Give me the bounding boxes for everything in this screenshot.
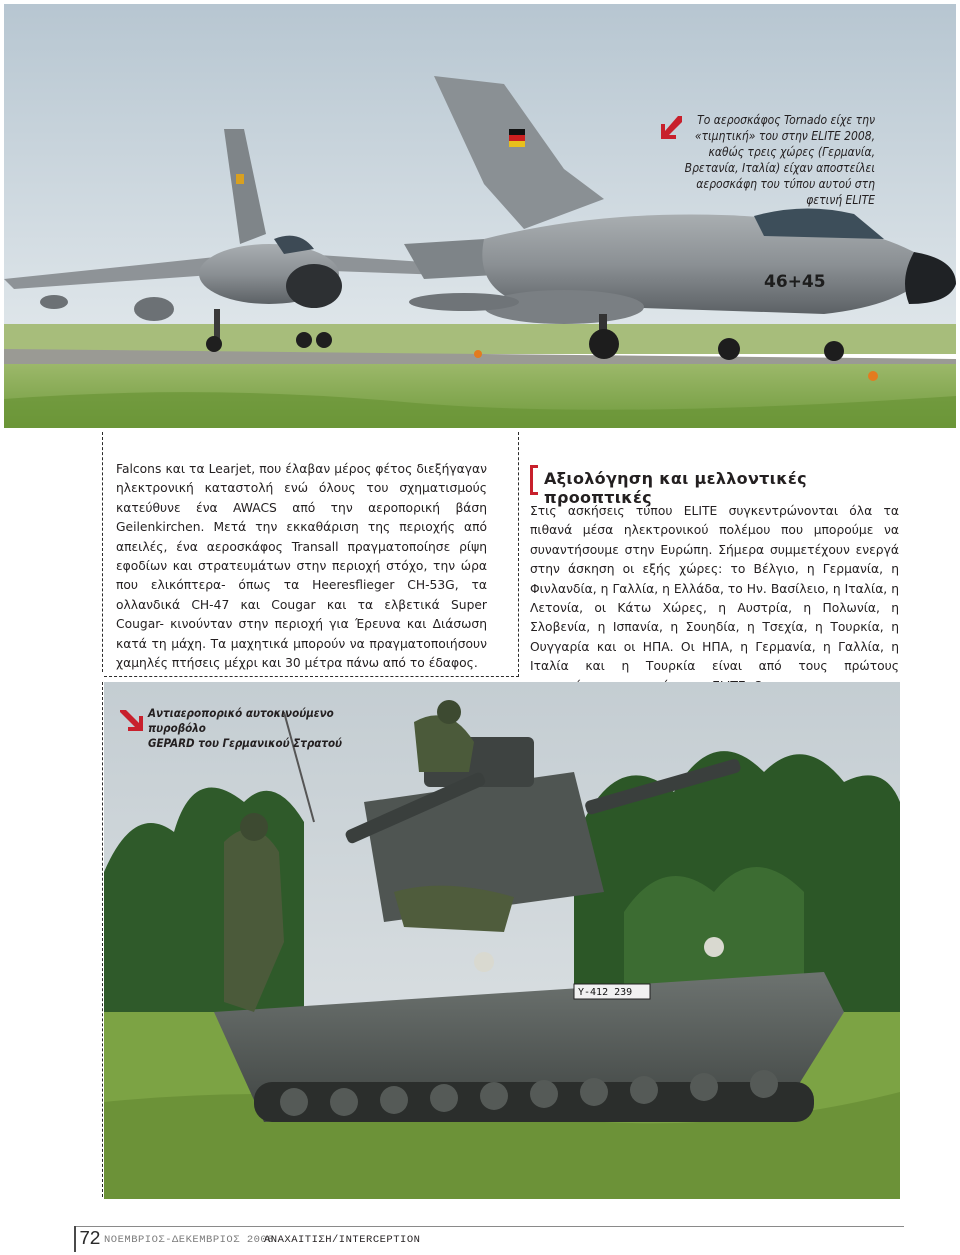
magazine-name: ΑΝΑΧΑΙΤΙΣΗ/INTERCEPTION <box>264 1234 421 1246</box>
top-photo-caption <box>660 112 875 208</box>
gepard-photo <box>104 682 900 1199</box>
top-caption-text: Το αεροσκάφος Tornado είχε την «τιμητική» του στην ELITE 2008, καθώς τρεις χώρες (Γερμανία, Βρετανία, Ιταλία) είχαν αποστείλει αεροσκάφη του τύπου αυτού στη φετινή ELITE <box>684 113 875 207</box>
frame-dash-left-bottom <box>102 682 103 1197</box>
section-title: Αξιολόγηση και μελλοντικές προοπτικές <box>544 469 807 507</box>
caption-arrow-icon <box>658 114 684 140</box>
frame-dash-left-top <box>102 432 103 672</box>
frame-dash-horizontal <box>104 676 519 677</box>
page-footer <box>74 1226 894 1252</box>
footer-rule <box>74 1226 904 1227</box>
issue-date: ΝΟΕΜΒΡΙΟΣ-ΔΕΚΕΜΒΡΙΟΣ 2008 <box>104 1234 275 1246</box>
page-number: 72 <box>74 1226 102 1252</box>
heading-bracket <box>530 465 538 495</box>
right-column-text: Στις ασκήσεις τύπου ELITE συγκεντρώνονται όλα τα πιθανά μέσα ηλεκτρονικού πολέμου που μπορούμε να συναντήσουμε στην Ευρώπη. Σήμερα συμμετέχουν ενεργά στην άσκηση οι εξής χώρες: το Βέλγιο, η Γερμανία, η Φινλανδία, η Γαλλία, η Ελλάδα, το Ην. Βασίλειο, η Ιταλία, η Λετονία, οι Κάτω Χώρες, η Αυστρία, η Πολωνία, η Σλοβενία, η Ισπανία, η Σουηδία, η Τσεχία, η Τουρκία, η Ουγγαρία και οι ΗΠΑ. Οι ΗΠΑ, η Γερμανία, η Γαλλία, η Ιταλία και η Τουρκία είναι από τους πρώτους <box>530 504 899 674</box>
bottom-caption-line1: Αντιαεροπορικό αυτοκινούμενο πυροβόλο <box>148 706 334 735</box>
section-heading <box>530 465 910 507</box>
bottom-caption-line2: GEPARD του Γερμανικού Στρατού <box>148 736 343 750</box>
frame-dash-middle <box>518 432 519 677</box>
caption-arrow-icon <box>118 708 144 734</box>
tail-code: 46+45 <box>764 272 826 292</box>
left-column-text: Falcons και τα Learjet, που έλαβαν μέρος φέτος διεξήγαγαν ηλεκτρονική καταστολή ενώ όλους του σχηματισμούς κατεύθυνε ένα AWACS από την αεροπορική βάση Geilenkirchen. Μετά την εκκαθάριση της περιοχής από απειλές, ένα αεροσκάφος Transall πραγματοποίησε ρίψη εφοδίων και στρατευμάτων στην περιοχή στόχο, την ώρα που ελικόπτερα- όπως τα Heeresflieger CH-53G, τα ολλανδικά CH-47 και Cougar και τα ελβετικά Super Cougar- κινούνταν στην περιοχή για Έρευνα και Διάσωση κατά τη μάχη. Τα μαχητικά μπορούν να πραγματοποιήσουν χαμηλές πτήσεις μέχρι και 30 μέτρα πάνω από το έδαφος. <box>116 462 487 671</box>
license-plate: Y-412 239 <box>578 987 633 998</box>
tornado-photo <box>4 4 956 428</box>
bottom-photo-caption <box>148 706 378 751</box>
